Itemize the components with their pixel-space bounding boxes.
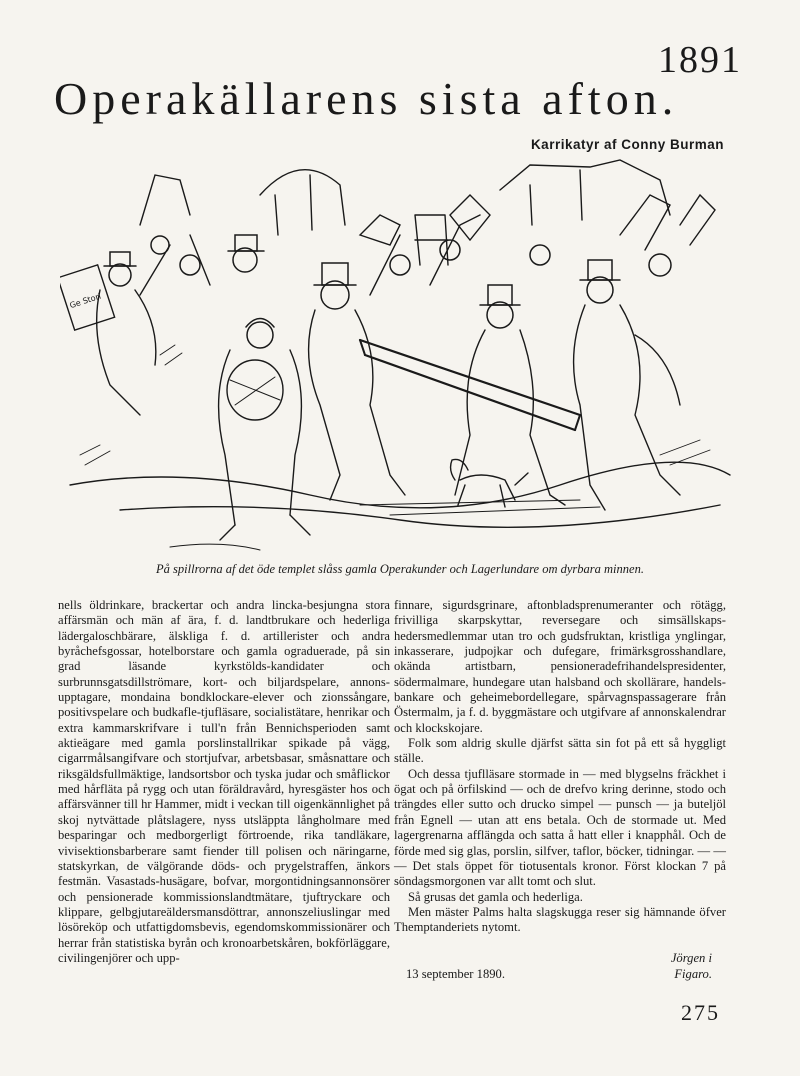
signature-author: Jörgen i [670, 951, 712, 965]
signature-date: 13 september 1890. [406, 967, 505, 981]
page-number: 275 [681, 1000, 720, 1025]
signature-block [394, 950, 726, 982]
signature-line [394, 966, 726, 982]
year-heading: 1891 [658, 39, 742, 81]
right-paragraph: Så grusas det gamla och hederliga. [408, 889, 583, 904]
right-paragraph: Folk som aldrig skulle djärfst sätta sin fot på ett så hyggligt ställe. [394, 736, 726, 766]
illustration-caption: På spillrorna af det öde templet slåss gamla Operakunder och Lagerlundare om dyrbara minnen. [156, 562, 644, 576]
right-paragraph: Och dessa tjuflläsare stormade in — med blygselns fräckhet i ögat och på örfilskind — och de drefvo kring derinne, stodo och trängdes eller sutto och drucko simpel — punsch — ja buteljöl från Egnell — utan att ens betala. Och de stormade ut. Med lagergrenarna afflängda och satta å hatt eller i knapphål. Och de förde med sig glas, porslin, silfver, taflor, böcker, tidningar. — — — Det stals öppet för tiotusentals kronor. Först klockan 7 på söndagsmorgonen var allt tomt och slut. [394, 766, 726, 889]
left-column-text: nells öldrinkare, brackertar och andra lincka-besjungna stora affärsmän och män af ära, f. d. landtbrukare och hederliga lädergaloschbärare, älskliga f. d. artillerister och andra byråchefsgossar, hotelborstare och gamla ograduerade, på sin grad läsande kyrkstölds-kandidater och surbrunnsgatsdillströmare, kort- och biljardspelare, annons-upptagare, mondaina bondklockare-elever och zionssångare, positivspelare och budkafle-tjufläsare, socialistätare, henrikar och extra kammarskrifvare i tull'n från Bennichsperioden samt aktieägare med gamla porslinstallrikar spikade på vägg, cigarrmålsangifvare och stortjufvar, arbetsbasar, småsnattare och riksgäldsfullmäktige, landsortsbor och tyska judar och småflickor med hårfläta på rygg och utan föräldravård, hyresgäster hos och affärsvänner till hr Hammer, midt i veckan till oigenkännlighet på skoj nytvättade plåtslagere, nyss utsläppta långholmare med besparingar och medborgerligt förtroende, rika tandläkare, vivisektionsbarberare samt fiender till polisen och näringarne, statskyrkan, de välgörande döds- och prygelstraffen, änkors festmän. Vasastads-husägare, bofvar, morgontidningsannonsörer och pensionerade kommissionslandtmätare, tjuftryckare och klippare, gelbgjutareäldersmansdöttrar, annonszeliuslingar med lösöreköp och utfattigdomsbevis, egendomskommissionärer och herrar från statistiska byrån och kronoarbetskåren, bokförläggare, civilingenjörer och upp- [58, 598, 390, 965]
illustration-credit: Karrikatyr af Conny Burman [530, 137, 724, 152]
illustration-sign-text: Ge Storl [68, 291, 103, 311]
right-paragraph: finnare, sigurdsgrinare, aftonbladsprenumeranter och rötägg, frivilliga skarpskyttar, reversegare och simsällskaps-hedersmedlemmar utan tro och gudsfruktan, kristliga ynglingar, inkasserare, judpojkar och dufegare, frimärksgrosshandlare, okända artistbarn, pensioneradefrihandelspresidenter, södermalmare, hundegare utan halsband och skollärare, handels-bankare och geheimebordellegare, spårvagnspassagerare från Östermalm, ja f. d. byggmästare och utgifvare af annonskalendrar och klockskojare. [394, 598, 726, 735]
article-title: Operakällarens sista afton. [54, 73, 679, 124]
caricature-illustration [60, 155, 740, 555]
article-column-right [394, 598, 726, 936]
right-paragraph: Men mäster Palms halta slagskugga reser sig hämnande öfver Themptanderiets nytomt. [394, 904, 726, 935]
signature-publication: Figaro. [674, 967, 712, 981]
article-column-left [58, 598, 390, 966]
